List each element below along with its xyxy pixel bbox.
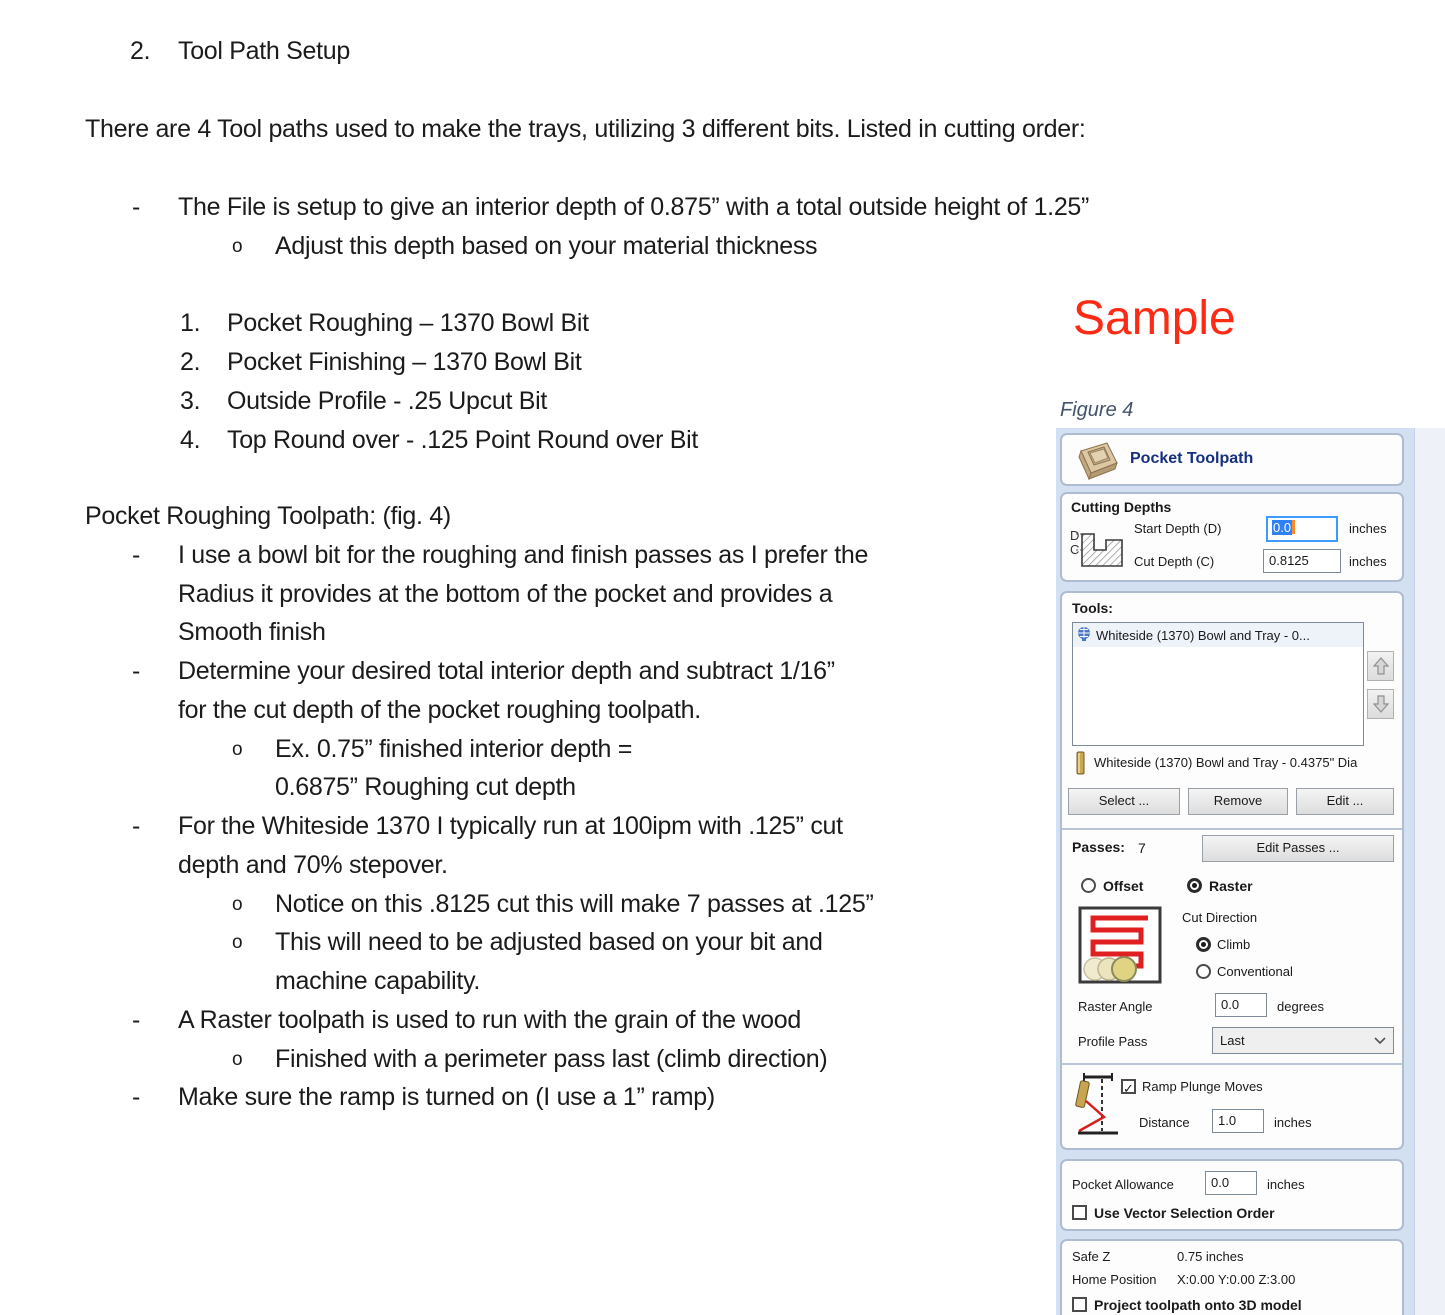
tool-list-item[interactable]: Whiteside (1370) Bowl and Tray - 0...	[1073, 623, 1363, 647]
doc-heading	[130, 35, 350, 68]
profile-pass-select[interactable]: Last	[1212, 1027, 1394, 1054]
vector-selection-order-label: Use Vector Selection Order	[1094, 1205, 1275, 1221]
raster-angle-unit: degrees	[1277, 999, 1324, 1014]
cutting-depths-heading: Cutting Depths	[1071, 499, 1172, 515]
bullet-bowl-bit-line3: Smooth finish	[178, 618, 326, 646]
passes-count: 7	[1138, 840, 1146, 856]
distance-input[interactable]: 1.0	[1212, 1109, 1264, 1133]
cut-depth-label: Cut Depth (C)	[1134, 554, 1215, 569]
section-heading: Pocket Roughing Toolpath: (fig. 4)	[85, 502, 451, 530]
bullet-raster: - A Raster toolpath is used to run with the grain of the wood	[132, 1006, 801, 1034]
vector-selection-order-checkbox[interactable]	[1072, 1205, 1087, 1220]
move-tool-down-button[interactable]	[1367, 689, 1394, 719]
section-divider	[1062, 1063, 1402, 1065]
selected-tool-bit-icon	[1076, 751, 1085, 778]
project-toolpath-label: Project toolpath onto 3D model	[1094, 1297, 1302, 1313]
section-divider	[1062, 828, 1402, 830]
sample-watermark: Sample	[1073, 292, 1236, 345]
edit-passes-button[interactable]: Edit Passes ...	[1202, 835, 1394, 862]
raster-pattern-icon	[1078, 906, 1162, 987]
depth-diagram-icon	[1068, 522, 1128, 577]
ramp-plunge-icon	[1074, 1071, 1122, 1142]
pocket-allowance-unit: inches	[1267, 1177, 1305, 1192]
move-tool-up-button[interactable]	[1367, 651, 1394, 681]
heading-number: 2.	[130, 37, 151, 65]
distance-label: Distance	[1139, 1115, 1190, 1130]
subbullet-perimeter: o Finished with a perimeter pass last (climb direction)	[232, 1045, 828, 1073]
intro-paragraph: There are 4 Tool paths used to make the trays, utilizing 3 different bits. Listed in cutting order:	[85, 115, 1086, 143]
bullet-ramp-on: - Make sure the ramp is turned on (I use a 1” ramp)	[132, 1083, 715, 1111]
cutting-depths-panel	[1060, 492, 1404, 582]
pocket-allowance-panel	[1060, 1159, 1404, 1231]
ramp-plunge-label: Ramp Plunge Moves	[1142, 1079, 1263, 1094]
svg-text:C: C	[1070, 542, 1080, 557]
raster-label: Raster	[1209, 878, 1253, 894]
bullet-determine-depth: - Determine your desired total interior depth and subtract 1/16”	[132, 657, 835, 685]
start-depth-unit: inches	[1349, 521, 1387, 536]
heading-text: Tool Path Setup	[178, 37, 351, 65]
tool-ball-icon	[1077, 626, 1091, 644]
safe-z-value: 0.75 inches	[1177, 1249, 1244, 1264]
list-item: 1. Pocket Roughing – 1370 Bowl Bit	[180, 309, 589, 337]
tools-heading: Tools:	[1072, 600, 1113, 616]
pocket-allowance-input[interactable]: 0.0	[1205, 1171, 1257, 1195]
figure-caption: Figure 4	[1060, 399, 1134, 421]
pocket-allowance-label: Pocket Allowance	[1072, 1177, 1174, 1192]
climb-radio[interactable]	[1196, 937, 1211, 952]
down-arrow-icon	[1373, 695, 1389, 713]
project-toolpath-checkbox[interactable]	[1072, 1297, 1087, 1312]
raster-radio[interactable]	[1187, 878, 1202, 893]
list-item: 4. Top Round over - .125 Point Round over Bit	[180, 426, 699, 454]
offset-label: Offset	[1103, 878, 1144, 894]
cut-depth-unit: inches	[1349, 554, 1387, 569]
start-depth-label: Start Depth (D)	[1134, 521, 1222, 536]
subbullet-adjusted: o This will need to be adjusted based on your bit and	[232, 928, 823, 956]
edit-tool-button[interactable]: Edit ...	[1296, 788, 1394, 815]
pocket-toolpath-icon	[1074, 440, 1120, 485]
subbullet-adjust-depth: o Adjust this depth based on your material thickness	[232, 232, 818, 260]
raster-angle-label: Raster Angle	[1078, 999, 1153, 1014]
tools-passes-panel	[1060, 591, 1404, 1150]
bullet-whiteside: - For the Whiteside 1370 I typically run at 100ipm with .125” cut	[132, 812, 843, 840]
dialog-right-strip	[1414, 428, 1445, 1315]
subbullet-example-line2: 0.6875” Roughing cut depth	[275, 773, 576, 801]
list-item: 2. Pocket Finishing – 1370 Bowl Bit	[180, 348, 582, 376]
select-tool-button[interactable]: Select ...	[1068, 788, 1180, 815]
ramp-plunge-checkbox[interactable]	[1121, 1079, 1136, 1094]
cut-direction-label: Cut Direction	[1182, 910, 1258, 925]
bullet-determine-depth-line2: for the cut depth of the pocket roughing toolpath.	[178, 696, 701, 724]
dialog-title: Pocket Toolpath	[1130, 450, 1254, 467]
svg-text:D: D	[1070, 528, 1080, 543]
bullet-whiteside-line2: depth and 70% stepover.	[178, 851, 448, 879]
list-item: 3. Outside Profile - .25 Upcut Bit	[180, 387, 548, 415]
home-position-label: Home Position	[1072, 1272, 1157, 1287]
passes-label: Passes:	[1072, 839, 1125, 855]
subbullet-example: o Ex. 0.75” finished interior depth =	[232, 735, 633, 763]
up-arrow-icon	[1373, 657, 1389, 675]
bullet-bowl-bit-line2: Radius it provides at the bottom of the pocket and provides a	[178, 580, 833, 608]
raster-angle-input[interactable]: 0.0	[1215, 993, 1267, 1017]
bullet-bowl-bit: - I use a bowl bit for the roughing and finish passes as I prefer the	[132, 541, 869, 569]
home-position-value: X:0.00 Y:0.00 Z:3.00	[1177, 1272, 1296, 1287]
tools-listbox[interactable]	[1072, 622, 1364, 746]
conventional-label: Conventional	[1217, 964, 1293, 979]
conventional-radio[interactable]	[1196, 964, 1211, 979]
chevron-down-icon	[1374, 1033, 1386, 1048]
subbullet-adjusted-line2: machine capability.	[275, 967, 481, 995]
selected-tool-name: Whiteside (1370) Bowl and Tray - 0.4375" Dia	[1094, 755, 1358, 770]
remove-tool-button[interactable]: Remove	[1188, 788, 1288, 815]
safe-z-label: Safe Z	[1072, 1249, 1111, 1264]
distance-unit: inches	[1274, 1115, 1312, 1130]
profile-pass-label: Profile Pass	[1078, 1034, 1148, 1049]
subbullet-notice: o Notice on this .8125 cut this will make 7 passes at .125”	[232, 890, 874, 918]
offset-radio[interactable]	[1081, 878, 1096, 893]
text-caret	[1292, 520, 1295, 534]
footer-panel	[1060, 1239, 1404, 1315]
cut-depth-input[interactable]: 0.8125	[1263, 549, 1341, 573]
start-depth-input[interactable]: 0.0	[1266, 516, 1338, 542]
climb-label: Climb	[1217, 937, 1251, 952]
bullet-file-setup: - The File is setup to give an interior depth of 0.875” with a total outside height of 1.25”	[132, 193, 1090, 221]
dialog-header-panel	[1060, 433, 1404, 486]
